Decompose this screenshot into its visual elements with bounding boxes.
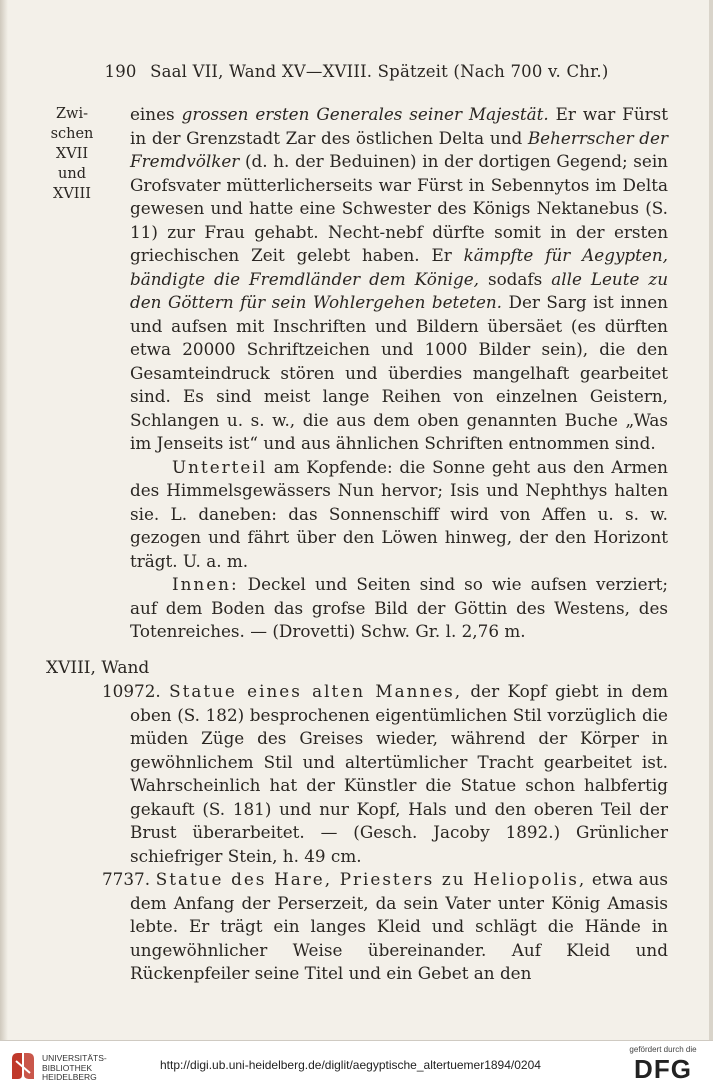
library-name-line: BIBLIOTHEK — [42, 1062, 93, 1073]
library-name-line: UNIVERSITÄTS- — [42, 1053, 107, 1063]
catalogue-entry — [102, 680, 668, 868]
paragraph — [130, 456, 668, 574]
dfg-logo: DFG — [634, 1054, 692, 1084]
margin-note — [46, 104, 98, 204]
body-text — [130, 103, 668, 644]
library-name — [42, 1054, 107, 1083]
margin-note-line: XVIII — [53, 186, 91, 202]
italic-text: kämpfte für Aegypten, bändigte die Fremdländer dem Könige, — [130, 245, 668, 289]
margin-note-line: und — [58, 166, 86, 182]
source-url-link[interactable]: http://digi.ub.uni-heidelberg.de/diglit/aegyptische_altertuemer1894/0204 — [160, 1058, 541, 1072]
text-run: etwa aus dem Anfang der Perserzeit, da sein Vater unter König Amasis lebte. Er trägt ein langes Kleid und schlägt die Hände in ungewöhnlicher Weise übereinander. Auf Kleid und Rückenpfeiler seine Titel und ein Gebet an den — [130, 869, 668, 983]
entry-number: 10972. — [102, 681, 161, 701]
text-run: Der Sarg ist innen und aufsen mit Inschriften und Bildern übersäet (es dürften etwa 20000 Schriftzeichen und 1000 Bilder sein), die den Gesamteindruck stören und überdies mangelhaft gearbeitet sind. Es sind meist lange Reihen von einzelnen Geistern, Schlangen u. s. w., die aus dem oben genannten Buche „Was im Jenseits ist“ und aus ähnlichen Schriften entnommen sind. — [130, 292, 668, 453]
italic-text: grossen ersten Generales seiner Majestät. — [181, 104, 549, 124]
italic-text: Beherrscher der Fremdvölker — [130, 127, 668, 171]
page-title: Saal VII, Wand XV—XVIII. Spätzeit (Nach 700 v. Chr.) — [150, 62, 609, 81]
margin-note-line: Zwi- — [55, 106, 89, 122]
text-run: Er war Fürst in der Grenzstadt Zar des östlichen Delta und — [130, 104, 668, 148]
page-number: 190 — [104, 62, 137, 81]
text-run: am Kopfende: die Sonne geht aus den Armen des Himmelsgewässers Nun hervor; Isis und Nephthys halten sie. L. daneben: das Sonnenschiff wird von Affen u. s. w. gezogen und fährt über den Löwen hinweg, der den Horizont trägt. U. a. m. — [130, 456, 668, 571]
paragraph — [130, 103, 668, 456]
binding-edge — [0, 0, 8, 1040]
text-run: Deckel und Seiten sind so wie aufsen verziert; auf dem Boden das grofse Bild der Göttin des Westens, des Totenreiches. — (Drovetti) Schw. Gr. l. 2,76 m. — [130, 574, 668, 641]
catalogue-entry — [102, 868, 668, 986]
library-name-line: HEIDELBERG — [42, 1072, 97, 1082]
catalogue-entries — [102, 680, 668, 986]
text-run: eines — [130, 104, 182, 124]
spaced-text: Statue eines alten Mannes, — [169, 681, 463, 701]
entry-number: 7737. — [102, 869, 151, 889]
funder-note: gefördert durch die — [629, 1045, 697, 1054]
spaced-text: Statue des Hare, Priesters zu Heliopolis, — [155, 869, 587, 889]
university-library-logo-icon — [8, 1049, 38, 1083]
text-run: sodafs — [479, 268, 552, 289]
running-head — [0, 62, 713, 81]
text-run — [161, 681, 169, 701]
spaced-text: Innen: — [172, 574, 239, 594]
funder-block — [623, 1045, 703, 1084]
spaced-text: Unterteil — [172, 456, 268, 477]
text-run: (d. h. der Beduinen) in der dortigen Gegend; sein Grofsvater mütterlicherseits war Fürst in Sebennytos im Delta gewesen und hatte eine Schwester des Königs Nektanebus (S. 11) zur Frau gehabt. Necht-nebf dürfte somit in der ersten griechischen Zeit gelebt haben. Er — [130, 151, 668, 265]
section-heading: XVIII, Wand — [46, 658, 150, 678]
margin-note-line: XVII — [55, 146, 89, 162]
margin-note-line: schen — [50, 126, 94, 142]
italic-text: alle Leute zu den Göttern für sein Wohlergehen beteten. — [130, 268, 668, 312]
paragraph — [130, 573, 668, 644]
footer-bar — [0, 1040, 713, 1092]
text-run: der Kopf giebt in dem oben (S. 182) besprochenen eigentümlichen Stil vorzüglich die müden Züge des Greises wieder, während der Körper in gewöhnlichem Stil und altertümlicher Tracht gearbeitet ist. Wahrscheinlich hat der Künstler die Statue schon halbfertig gekauft (S. 181) und nur Kopf, Hals und den oberen Teil der Brust überarbeitet. — (Gesch. Jacoby 1892.) Grünlicher schiefriger Stein, h. 49 cm. — [130, 681, 668, 866]
